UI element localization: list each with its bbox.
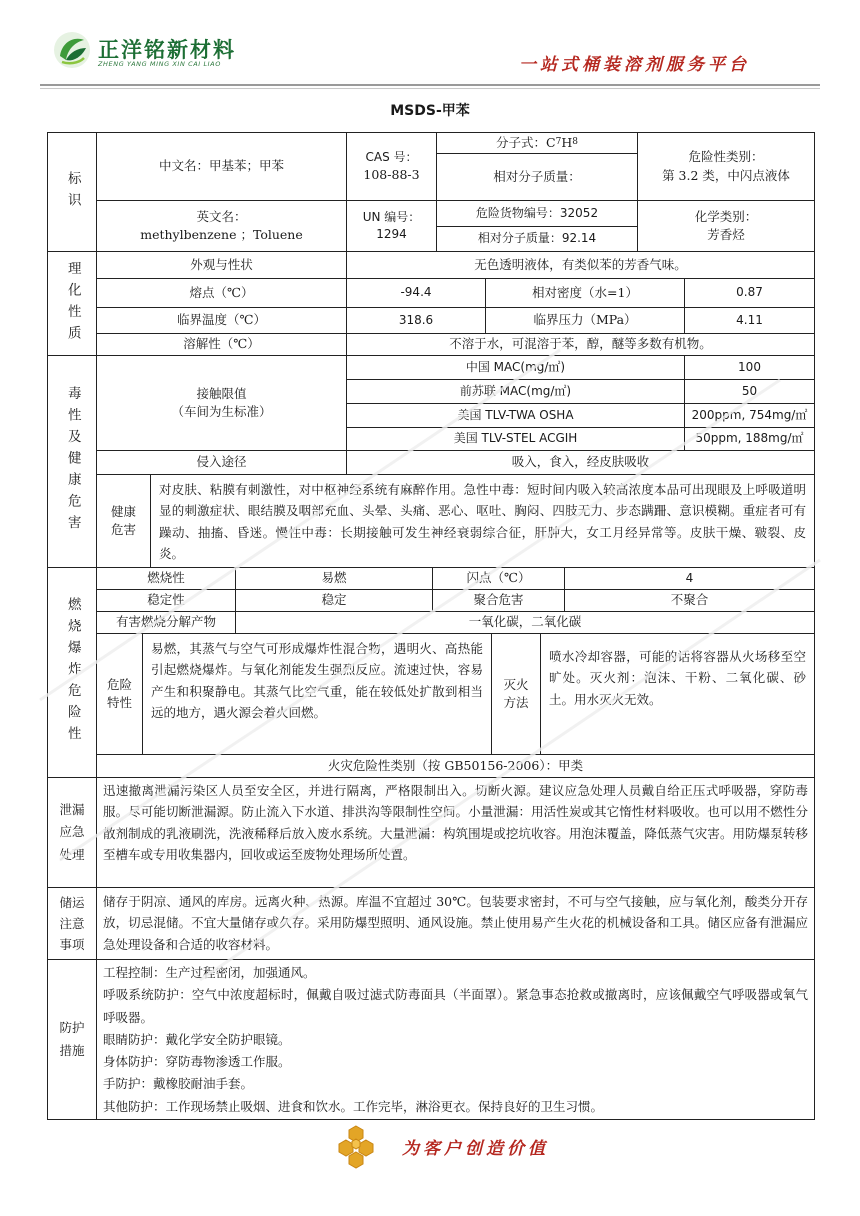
limit-name-3: 美国 TLV-STEL ACGIH bbox=[346, 427, 685, 451]
page-header bbox=[0, 0, 860, 92]
formula-h-label: H bbox=[561, 134, 573, 150]
cas-label: CAS 号： bbox=[365, 149, 418, 164]
brand-name: 正洋铭新材料 bbox=[98, 38, 236, 62]
protection-list bbox=[96, 959, 815, 1120]
leak-value: 迅速撤离泄漏污染区人员至安全区，并进行隔离，严格限制出入。切断火源。建议应急处理人员戴自给正压式呼吸器，穿防毒服。尽可能切断泄漏源。防止流入下水道、排洪沟等限制性空间。小量泄漏：用活性炭或其它惰性材料吸收。也可以用不燃性分散剂制成的乳液刷洗，洗液稀释后放入废水系统。大量泄漏：构筑围堤或挖坑收容。用泡沫覆盖，降低蒸气灾害。用防爆泵转移至槽车或专用收集器内，回收或运至废物处理场所处置。 bbox=[96, 777, 815, 888]
hazard-class-cell bbox=[637, 132, 815, 201]
header-divider bbox=[40, 84, 820, 86]
protection-line-eye: 眼睛防护：戴化学安全防护眼镜。 bbox=[103, 1031, 291, 1047]
poly-label: 聚合危害 bbox=[432, 589, 565, 612]
dg-number: 危险货物编号：32052 bbox=[436, 200, 638, 227]
danger-label: 危险特性 bbox=[106, 676, 132, 710]
protection-line-other: 其他防护：工作现场禁止吸烟、进食和饮水。工作完毕，淋浴更衣。保持良好的卫生习惯。 bbox=[103, 1098, 604, 1114]
cas-value: 108-88-3 bbox=[363, 167, 420, 183]
health-label-cell bbox=[96, 474, 151, 568]
limit-value-0: 100 bbox=[684, 355, 815, 380]
protection-line-engineering: 工程控制：生产过程密闭，加强通风。 bbox=[103, 965, 316, 980]
ext-label: 灭火方法 bbox=[503, 676, 529, 710]
formula-label: 分子式：C bbox=[496, 134, 556, 150]
ct-value: 318.6 bbox=[346, 307, 486, 334]
stab-value: 稳定 bbox=[235, 589, 433, 612]
section-protection-cell bbox=[47, 959, 97, 1120]
chem-class-label: 化学类别： bbox=[694, 208, 758, 224]
mp-value: -94.4 bbox=[346, 278, 486, 308]
section-storage-cell bbox=[47, 887, 97, 960]
cp-label: 临界压力（MPa） bbox=[485, 307, 685, 334]
mw-value: 相对分子质量：92.14 bbox=[436, 226, 638, 252]
decomp-label: 有害燃烧分解产物 bbox=[96, 611, 236, 634]
mp-label: 熔点（℃） bbox=[96, 278, 347, 308]
ext-value: 喷水冷却容器，可能的话将容器从火场移至空旷处。灭火剂：泡沫、干粉、二氧化碳、砂土。用水灭火无效。 bbox=[540, 633, 815, 755]
route-label: 侵入途径 bbox=[96, 450, 347, 475]
limit-name-0: 中国 MAC(mg/㎡) bbox=[346, 355, 685, 380]
un-cell bbox=[346, 200, 437, 252]
hazard-class-label: 危险性类别： bbox=[688, 149, 764, 165]
flam-value: 易燃 bbox=[235, 567, 433, 590]
limit-sub: （车间为生标准） bbox=[171, 404, 272, 419]
limit-value-2: 200ppm, 754mg/㎡ bbox=[684, 403, 815, 428]
fp-value: 4 bbox=[564, 567, 815, 590]
protection-line-respiratory: 呼吸系统防护：空气中浓度超标时，佩戴自吸过滤式防毒面具（半面罩）。紧急事态抢救或撤离时，应该佩戴空气呼吸器或氧气呼吸器。 bbox=[103, 987, 808, 1025]
stab-label: 稳定性 bbox=[96, 589, 236, 612]
decomp-value: 一氧化碳，二氧化碳 bbox=[235, 611, 815, 634]
hazard-class-value: 第 3.2 类，中闪点液体 bbox=[662, 167, 790, 183]
flam-label: 燃烧性 bbox=[96, 567, 236, 590]
section-identity: 标识 bbox=[47, 132, 97, 252]
limit-cell bbox=[96, 355, 347, 451]
header-slogan: 一站式桶装溶剂服务平台 bbox=[519, 55, 750, 75]
density-value: 0.87 bbox=[684, 278, 815, 308]
section-protection: 防护措施 bbox=[59, 1020, 85, 1058]
fire-class: 火灾危险性类别（按 GB50156-2006）：甲类 bbox=[96, 754, 815, 778]
mw-label: 相对分子质量： bbox=[436, 153, 638, 201]
formula-h-count: 8 bbox=[572, 137, 578, 148]
ext-label-cell bbox=[491, 633, 541, 755]
formula-c-count: 7 bbox=[555, 137, 562, 148]
limit-value-1: 50 bbox=[684, 379, 815, 404]
section-storage: 储运注意事项 bbox=[59, 894, 85, 953]
cas-cell bbox=[346, 132, 437, 201]
appearance-value: 无色透明液体，有类似苯的芳香气味。 bbox=[346, 251, 815, 279]
header-divider-thin bbox=[40, 88, 820, 89]
danger-label-cell bbox=[96, 633, 143, 755]
protection-line-body: 身体防护：穿防毒物渗透工作服。 bbox=[103, 1054, 291, 1069]
route-value: 吸入，食入，经皮肤吸收 bbox=[346, 450, 815, 475]
en-name-value: methylbenzene ；Toluene bbox=[140, 227, 303, 242]
sol-value: 不溶于水，可混溶于苯，醇，醚等多数有机物。 bbox=[346, 333, 815, 356]
footer-slogan: 为客户创造价值 bbox=[402, 1139, 549, 1159]
section-physchem: 理化性质 bbox=[47, 251, 97, 356]
ct-label: 临界温度（℃） bbox=[96, 307, 347, 334]
storage-value: 储存于阴凉、通风的库房。远离火种、热源。库温不宜超过 30℃。包装要求密封，不可与空气接触，应与氧化剂，酸类分开存放，切忌混储。不宜大量储存或久存。采用防爆型照明、通风设施。禁止使用易产生火花的机械设备和工具。储区应备有泄漏应急处理设备和合适的收容材料。 bbox=[96, 887, 815, 960]
en-name-cell bbox=[96, 200, 347, 252]
sol-label: 溶解性（℃） bbox=[96, 333, 347, 356]
en-name-label: 英文名： bbox=[196, 208, 247, 224]
poly-value: 不聚合 bbox=[564, 589, 815, 612]
cn-name: 中文名：甲基苯；甲苯 bbox=[96, 132, 347, 201]
chem-class-cell bbox=[637, 200, 815, 252]
danger-value: 易燃，其蒸气与空气可形成爆炸性混合物，遇明火、高热能引起燃烧爆炸。与氧化剂能发生强烈反应。流速过快，容易产生和积聚静电。其蒸气比空气重，能在较低处扩散到相当远的地方，遇火源会着火回燃。 bbox=[142, 633, 492, 755]
limit-label: 接触限值 bbox=[196, 385, 247, 401]
un-value: 1294 bbox=[376, 227, 407, 241]
limit-value-3: 50ppm, 188mg/㎡ bbox=[684, 427, 815, 451]
honeycomb-icon bbox=[330, 1124, 382, 1170]
protection-line-hand: 手防护：戴橡胶耐油手套。 bbox=[103, 1076, 254, 1092]
limit-name-2: 美国 TLV-TWA OSHA bbox=[346, 403, 685, 428]
chem-class-value: 芳香烃 bbox=[707, 227, 745, 242]
density-label: 相对密度（水=1） bbox=[485, 278, 685, 308]
company-logo-icon bbox=[52, 30, 92, 70]
section-leak: 泄漏应急处理 bbox=[59, 801, 85, 862]
section-fire: 燃烧爆炸危险性 bbox=[47, 567, 97, 778]
health-value: 对皮肤、粘膜有刺激性，对中枢神经系统有麻醉作用。急性中毒：短时间内吸入较高浓度本品可出现眼及上呼吸道明显的刺激症状、眼结膜及咽部充血、头晕、头痛、恶心、呕吐、胸闷、四肢无力、步态蹒跚、意识模糊。重症者可有躁动、抽搐、昏迷。慢性中毒：长期接触可发生神经衰弱综合征，肝肿大，女工月经异常等。皮肤干燥、皲裂、皮炎。 bbox=[150, 474, 815, 568]
document-title: MSDS-甲苯 bbox=[390, 103, 470, 119]
appearance-label: 外观与性状 bbox=[96, 251, 347, 279]
section-leak-cell bbox=[47, 777, 97, 888]
brand-name-latin: ZHENG YANG MING XIN CAI LIAO bbox=[98, 60, 221, 68]
limit-name-1: 前苏联 MAC(mg/㎡) bbox=[346, 379, 685, 404]
health-label: 健康危害 bbox=[110, 503, 136, 537]
un-label: UN 编号： bbox=[362, 209, 421, 224]
section-toxicity: 毒性及健康危害 bbox=[47, 355, 97, 568]
fp-label: 闪点（℃） bbox=[432, 567, 565, 590]
formula-cell bbox=[436, 132, 638, 154]
cp-value: 4.11 bbox=[684, 307, 815, 334]
